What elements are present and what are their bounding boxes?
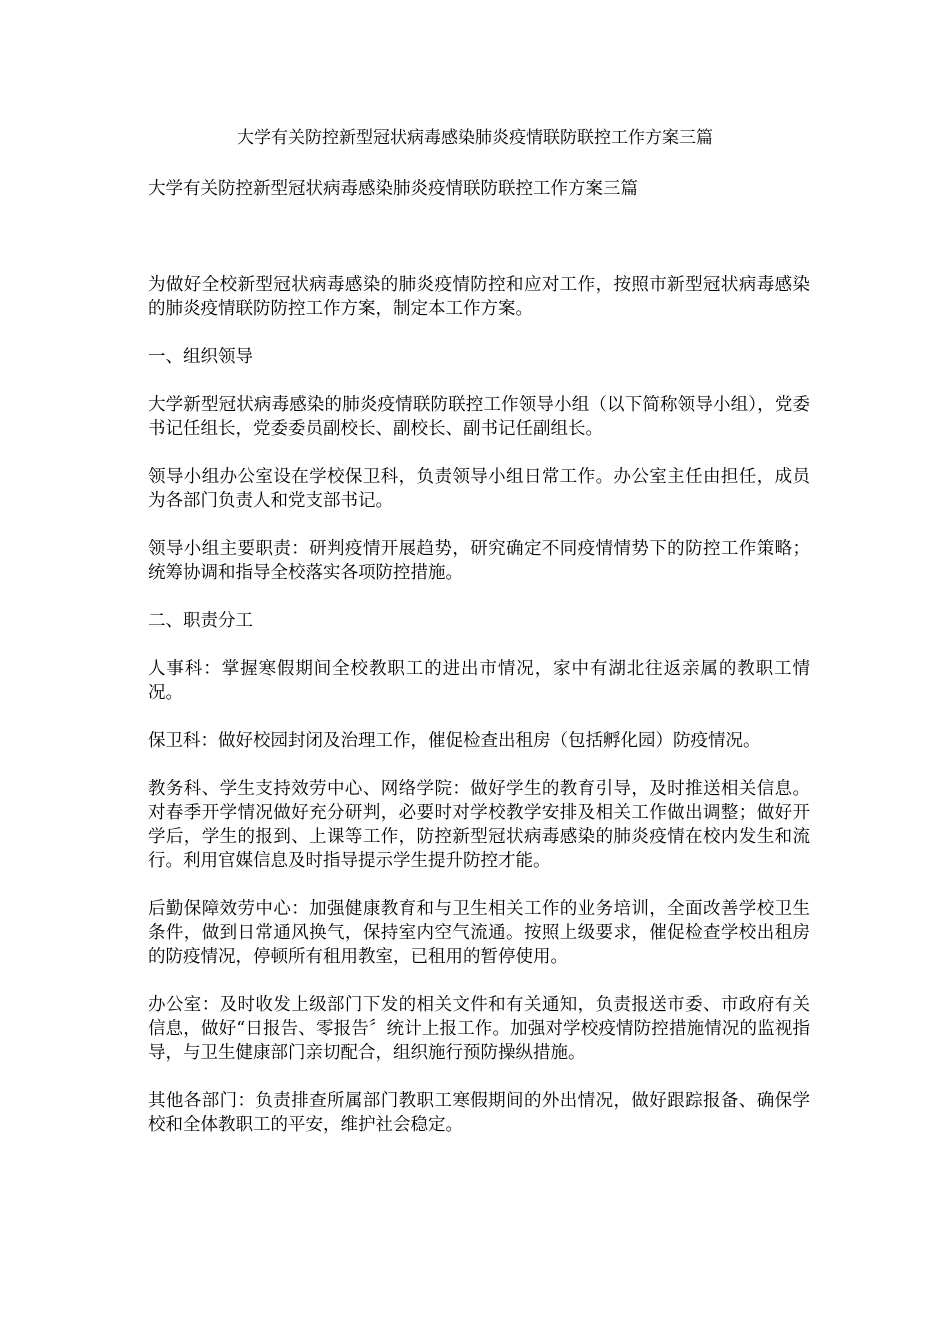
section-heading-organization: 一、组织领导 bbox=[148, 347, 253, 367]
paragraph-group-office: 领导小组办公室设在学校保卫科，负责领导小组日常工作。办公室主任由担任，成员为各部门负责人和党支部书记。 bbox=[148, 467, 810, 511]
intro-paragraph: 为做好全校新型冠状病毒感染的肺炎疫情防控和应对工作，按照市新型冠状病毒感染的肺炎疫情联防防控工作方案，制定本工作方案。 bbox=[148, 275, 810, 319]
paragraph-group-duties: 领导小组主要职责：研判疫情开展趋势，研究确定不同疫情情势下的防控工作策略；统筹协调和指导全校落实各项防控措施。 bbox=[148, 539, 810, 583]
section-heading-responsibilities: 二、职责分工 bbox=[148, 611, 253, 631]
paragraph-logistics: 后勤保障效劳中心：加强健康教育和与卫生相关工作的业务培训，全面改善学校卫生条件，做到日常通风换气，保持室内空气流通。按照上级要求，催促检查学校出租房的防疫情况，停顿所有租用教室，已租用的暂停使用。 bbox=[148, 899, 810, 967]
paragraph-security: 保卫科：做好校园封闭及治理工作，催促检查出租房（包括孵化园）防疫情况。 bbox=[148, 731, 761, 751]
paragraph-leading-group: 大学新型冠状病毒感染的肺炎疫情联防联控工作领导小组（以下简称领导小组），党委书记任组长，党委委员副校长、副校长、副书记任副组长。 bbox=[148, 395, 810, 439]
paragraph-other-departments: 其他各部门：负责排查所属部门教职工寒假期间的外出情况，做好跟踪报备、确保学校和全体教职工的平安，维护社会稳定。 bbox=[148, 1091, 810, 1135]
paragraph-personnel: 人事科：掌握寒假期间全校教职工的进出市情况，家中有湖北往返亲属的教职工情况。 bbox=[148, 659, 810, 703]
paragraph-office: 办公室：及时收发上级部门下发的相关文件和有关通知，负责报送市委、市政府有关信息，做好“日报告、零报告〞统计上报工作。加强对学校疫情防控措施情况的监视指导，与卫生健康部门亲切配合，组织施行预防操纵措施。 bbox=[148, 995, 810, 1063]
document-subtitle: 大学有关防控新型冠状病毒感染肺炎疫情联防联控工作方案三篇 bbox=[148, 179, 638, 199]
document-body bbox=[148, 273, 810, 1161]
paragraph-academic-affairs: 教务科、学生支持效劳中心、网络学院：做好学生的教育引导，及时推送相关信息。对春季开学情况做好充分研判，必要时对学校教学安排及相关工作做出调整；做好开学后，学生的报到、上课等工作，防控新型冠状病毒感染的肺炎疫情在校内发生和流行。利用官媒信息及时指导提示学生提升防控才能。 bbox=[148, 779, 810, 871]
document-title: 大学有关防控新型冠状病毒感染肺炎疫情联防联控工作方案三篇 bbox=[237, 128, 713, 148]
